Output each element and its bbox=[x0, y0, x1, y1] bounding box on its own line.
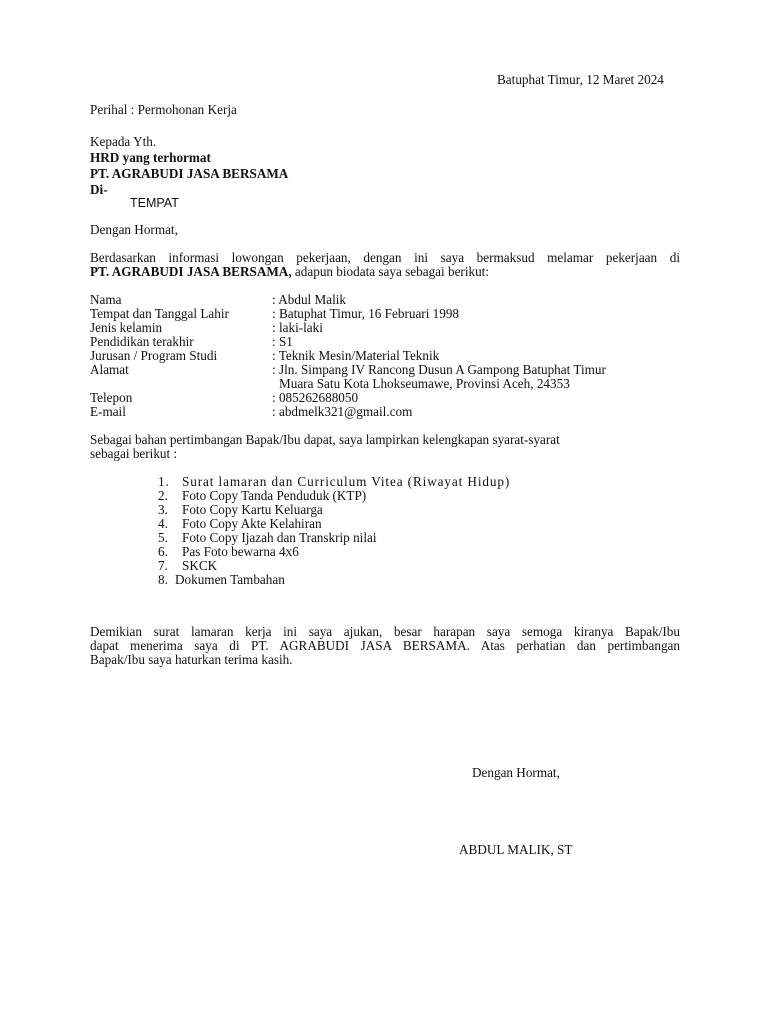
intro-rest: adapun biodata saya sebagai berikut: bbox=[291, 264, 489, 279]
closing-line-2: dapat menerima saya di PT. AGRABUDI JASA BERSAMA. Atas perhatian dan pertimbangan bbox=[90, 638, 680, 653]
list-item bbox=[158, 545, 299, 559]
biodata-label: Pendidikan terakhir bbox=[90, 334, 194, 349]
intro-line-1: Berdasarkan informasi lowongan pekerjaan, dengan ini saya bermaksud melamar pekerjaan di bbox=[90, 250, 680, 265]
list-item bbox=[158, 517, 322, 531]
list-item-text: Foto Copy Akte Kelahiran bbox=[182, 516, 322, 531]
attachments-intro-line-1: Sebagai bahan pertimbangan Bapak/Ibu dapat, saya lampirkan kelengkapan syarat-syarat bbox=[90, 432, 560, 447]
list-item bbox=[158, 531, 377, 545]
recipient-salutation: Kepada Yth. bbox=[90, 134, 157, 149]
list-item bbox=[158, 503, 323, 517]
recipient-company: PT. AGRABUDI JASA BERSAMA bbox=[90, 166, 289, 181]
biodata-value: : Jln. Simpang IV Rancong Dusun A Gampong Batuphat Timur bbox=[272, 362, 606, 377]
biodata-value: : Teknik Mesin/Material Teknik bbox=[272, 348, 440, 363]
list-item-text: Dokumen Tambahan bbox=[175, 572, 285, 587]
biodata-label: Jurusan / Program Studi bbox=[90, 348, 218, 363]
list-item bbox=[158, 489, 366, 503]
list-item-text: SKCK bbox=[182, 558, 218, 573]
biodata-value: : laki-laki bbox=[272, 320, 323, 335]
biodata-label: Tempat dan Tanggal Lahir bbox=[90, 306, 229, 321]
list-item-text: Surat lamaran dan Curriculum Vitea (Riwayat Hidup) bbox=[182, 474, 511, 489]
biodata-label: Telepon bbox=[90, 390, 133, 405]
biodata-label: Jenis kelamin bbox=[90, 320, 163, 335]
list-item-text: Foto Copy Ijazah dan Transkrip nilai bbox=[182, 530, 377, 545]
signoff: Dengan Hormat, bbox=[472, 765, 560, 780]
list-item-number: 1. bbox=[158, 474, 170, 489]
biodata-value: : abdmelk321@gmail.com bbox=[272, 404, 413, 419]
list-item bbox=[158, 559, 217, 573]
list-item-number: 4. bbox=[158, 516, 168, 531]
biodata-value: : 085262688050 bbox=[272, 390, 359, 405]
intro-line-2 bbox=[90, 265, 489, 279]
subject-line: Perihal : Permohonan Kerja bbox=[90, 102, 237, 117]
recipient-place: TEMPAT bbox=[130, 196, 179, 210]
biodata-label: E-mail bbox=[90, 404, 126, 419]
greeting: Dengan Hormat, bbox=[90, 222, 178, 237]
list-item-text: Foto Copy Tanda Penduduk (KTP) bbox=[182, 488, 367, 503]
list-item-text: Foto Copy Kartu Keluarga bbox=[182, 502, 323, 517]
biodata-value: : Batuphat Timur, 16 Februari 1998 bbox=[272, 306, 460, 321]
place-date: Batuphat Timur, 12 Maret 2024 bbox=[497, 72, 664, 87]
list-item-number: 3. bbox=[158, 502, 168, 517]
list-item-text: Pas Foto bewarna 4x6 bbox=[182, 544, 299, 559]
biodata-label: Alamat bbox=[90, 362, 129, 377]
signature-name: ABDUL MALIK, ST bbox=[459, 842, 573, 857]
attachments-intro-line-2: sebagai berikut : bbox=[90, 446, 178, 461]
biodata-value: : S1 bbox=[272, 334, 293, 349]
recipient-di: Di- bbox=[90, 182, 108, 197]
list-item bbox=[158, 573, 285, 587]
list-item-number: 2. bbox=[158, 488, 168, 503]
biodata-value: Muara Satu Kota Lhokseumawe, Provinsi Aceh, 24353 bbox=[279, 376, 570, 391]
list-item-number: 5. bbox=[158, 530, 168, 545]
list-item-number: 7. bbox=[158, 558, 168, 573]
recipient-hrd: HRD yang terhormat bbox=[90, 150, 211, 165]
list-item-number: 6. bbox=[158, 544, 168, 559]
biodata-label: Nama bbox=[90, 292, 122, 307]
biodata-value: : Abdul Malik bbox=[272, 292, 346, 307]
list-item-number: 8. bbox=[158, 572, 168, 587]
intro-company: PT. AGRABUDI JASA BERSAMA, bbox=[90, 264, 292, 279]
closing-line-3: Bapak/Ibu saya haturkan terima kasih. bbox=[90, 652, 293, 667]
closing-line-1: Demikian surat lamaran kerja ini saya ajukan, besar harapan saya semoga kiranya Bapak/Ibu bbox=[90, 624, 680, 639]
list-item bbox=[158, 475, 510, 489]
